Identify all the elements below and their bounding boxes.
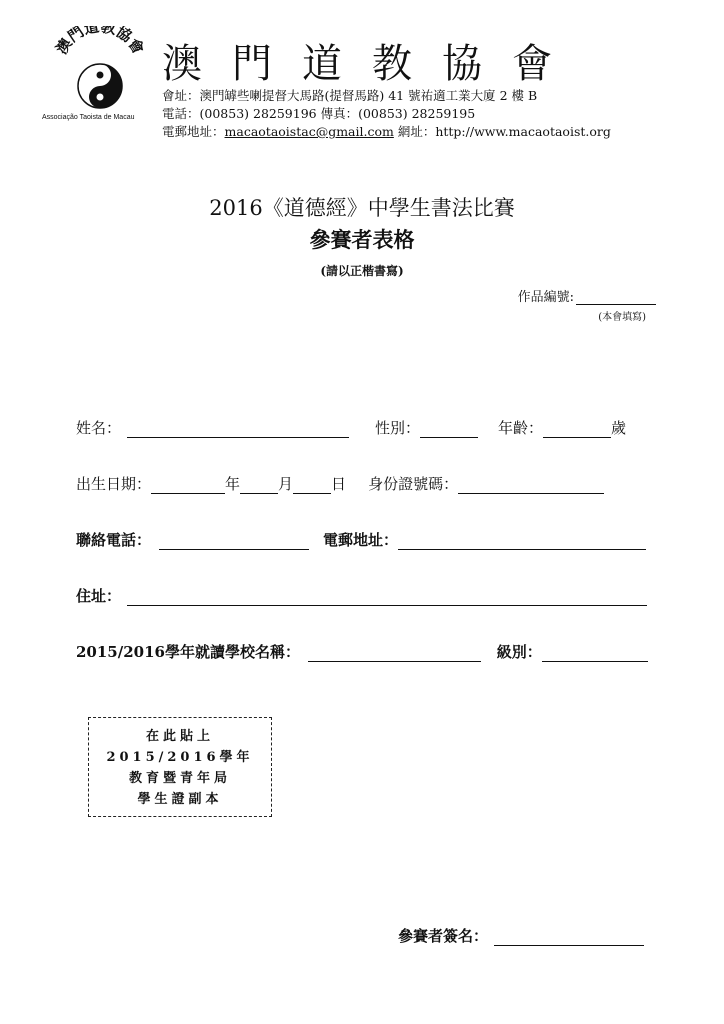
dob-month-label: 月	[278, 475, 294, 493]
school-label: 2015/2016學年就讀學校名稱：	[76, 643, 300, 661]
school-blank[interactable]	[308, 645, 481, 662]
sticker-line-2: 2015/2016學年	[106, 750, 254, 765]
dob-year-label: 年	[225, 475, 241, 493]
signature-field	[398, 925, 644, 946]
address-line: 會址：澳門罅些喇提督大馬路(提督馬路) 41 號祐適工業大廈 2 樓 B	[162, 88, 538, 103]
logo-arc-text: 澳門道教協會	[52, 26, 148, 58]
writing-instruction: (請以正楷書寫)	[320, 264, 404, 278]
sticker-line-4: 學生證副本	[137, 792, 223, 807]
signature-label: 參賽者簽名：	[397, 927, 488, 945]
signature-blank[interactable]	[494, 929, 644, 946]
email-field-label: 電郵地址：	[323, 531, 399, 549]
name-label: 姓名：	[76, 419, 122, 437]
sticker-line-3: 教育暨青年局	[128, 771, 231, 786]
dob-year-blank[interactable]	[151, 477, 225, 494]
sticker-line-1: 在此貼上	[145, 729, 214, 744]
address-blank[interactable]	[127, 589, 647, 606]
id-number-blank[interactable]	[458, 477, 604, 494]
form-title: 2016《道德經》中學生書法比賽	[209, 196, 515, 220]
form-subtitle: 參賽者表格	[309, 227, 415, 252]
entry-number-note: (本會填寫)	[598, 312, 646, 323]
form-row-address	[76, 582, 648, 606]
website-text: 網址：http://www.macaotaoist.org	[393, 124, 611, 139]
grade-label: 級別：	[496, 643, 542, 661]
email-blank[interactable]	[398, 533, 646, 550]
phone-label: 聯絡電話：	[76, 531, 152, 549]
name-blank[interactable]	[127, 421, 349, 438]
entry-number-blank[interactable]	[576, 290, 656, 305]
logo-latin-caption: Associação Taoista de Macau	[42, 114, 135, 121]
form-row-school	[76, 638, 648, 662]
form-row-dob	[76, 470, 648, 494]
gender-label: 性別：	[375, 419, 421, 437]
phone-blank[interactable]	[159, 533, 309, 550]
id-number-label: 身份證號碼：	[368, 475, 459, 493]
dob-day-label: 日	[331, 475, 347, 493]
age-blank[interactable]	[543, 421, 611, 438]
email-link[interactable]: macaotaoistac@gmail.com	[224, 124, 394, 139]
grade-blank[interactable]	[542, 645, 648, 662]
email-label: 電郵地址：	[162, 124, 225, 139]
address-label: 住址：	[76, 587, 122, 605]
email-web-line	[162, 122, 611, 140]
form-row-contact	[76, 526, 648, 550]
yin-yang-icon	[50, 26, 150, 126]
gender-blank[interactable]	[420, 421, 478, 438]
dob-day-blank[interactable]	[293, 477, 331, 494]
association-logo	[50, 26, 150, 126]
age-label: 年齡：	[498, 419, 544, 437]
organization-name: 澳門道教協會	[162, 41, 582, 87]
entry-number-field	[518, 286, 656, 305]
student-card-paste-box	[88, 717, 272, 817]
form-row-name	[76, 414, 648, 438]
dob-month-blank[interactable]	[240, 477, 278, 494]
svg-text:澳門道教協會	[52, 26, 147, 57]
age-unit: 歲	[611, 419, 627, 437]
entry-number-label: 作品編號:	[517, 290, 574, 305]
phone-fax-line: 電話：(00853) 28259196 傳真：(00853) 28259195	[162, 106, 476, 121]
dob-label: 出生日期：	[76, 475, 152, 493]
